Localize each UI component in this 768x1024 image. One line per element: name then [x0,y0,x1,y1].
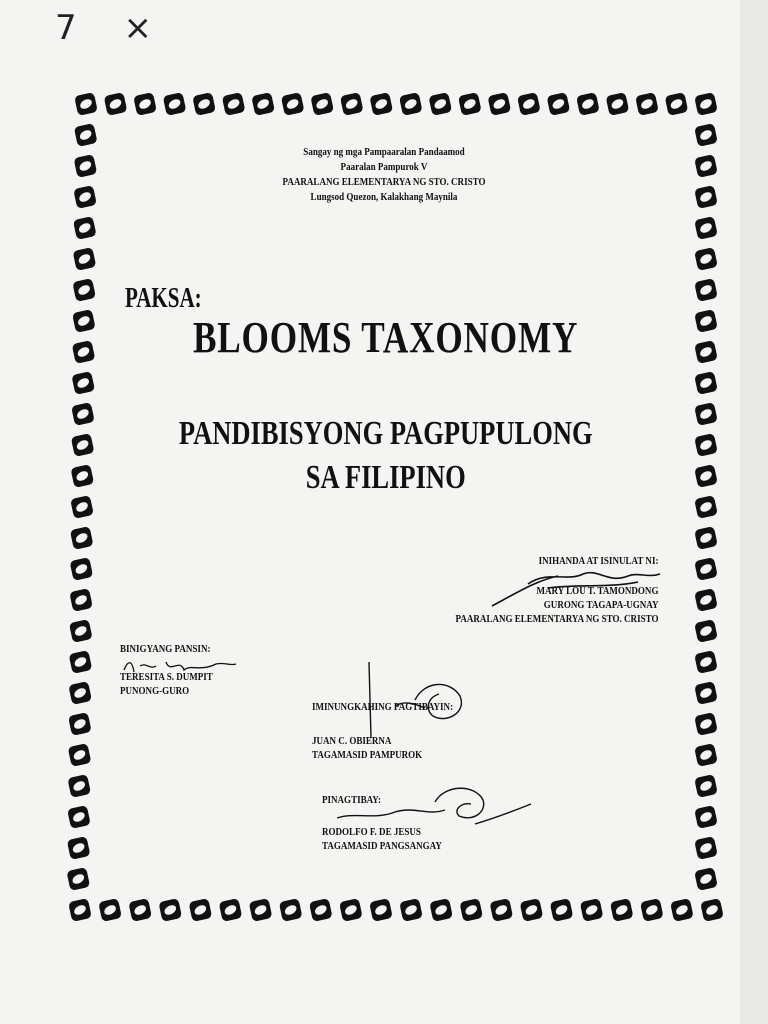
border-motif [547,92,571,116]
border-motif [694,588,718,612]
border-motif [67,805,91,829]
border-motif [694,216,718,240]
border-motif [694,867,718,891]
prepared-name: MARY LOU T. TAMONDONG [536,585,658,597]
header-line-district: Paaralan Pampurok V [340,161,428,173]
signature-recommended [355,660,475,740]
header-line-city: Lungsod Quezon, Kalakhang Maynila [310,191,458,203]
border-motif [550,898,574,922]
header-line-division: Sangay ng mga Pampaaralan Pandaamod [303,146,465,158]
border-motif [163,92,187,116]
border-motif [189,898,213,922]
border-motif [665,92,689,116]
border-motif [580,898,604,922]
border-motif [489,898,513,922]
border-motif [694,278,718,302]
border-motif [458,92,482,116]
prepared-label: INIHANDA AT ISINULAT NI: [538,555,658,567]
border-motif [694,526,718,550]
paksa-label: PAKSA: [125,283,202,314]
border-motif [71,371,95,395]
border-motif [310,92,334,116]
border-motif [429,898,453,922]
prepared-position: GURONG TAGAPA-UGNAY [543,599,658,611]
border-motif [694,836,718,860]
border-motif [133,92,157,116]
border-motif [69,588,93,612]
recommended-name: JUAN C. OBIERNA [312,735,392,747]
border-motif [694,650,718,674]
border-motif [694,557,718,581]
border-motif [309,898,333,922]
handwritten-corner-note: 7 × [55,8,170,48]
border-motif [700,898,724,922]
border-motif [340,92,364,116]
border-motif [219,898,243,922]
border-motif [73,216,97,240]
border-motif [68,743,92,767]
border-motif [74,123,98,147]
border-motif [222,92,246,116]
border-motif [279,898,303,922]
border-motif [68,681,92,705]
border-motif [694,495,718,519]
border-motif [339,898,363,922]
recommended-position: TAGAMASID PAMPUROK [312,749,423,761]
border-motif [399,92,423,116]
border-motif [68,712,92,736]
border-motif [399,898,423,922]
approved-position: TAGAMASID PANGSANGAY [322,840,442,852]
border-motif [694,340,718,364]
signature-noted [120,652,240,680]
border-motif [694,433,718,457]
document-subtitle [86,412,685,500]
border-motif [517,92,541,116]
border-motif [694,774,718,798]
border-motif [694,712,718,736]
border-motif [74,92,98,116]
border-motif [610,898,634,922]
border-motif [98,898,122,922]
border-motif [67,836,91,860]
border-motif [606,92,630,116]
noted-position: PUNONG-GURO [120,685,190,697]
border-motif [459,898,483,922]
signature-approved [335,782,535,834]
border-motif [694,681,718,705]
border-motif [694,309,718,333]
recommended-label: IMINUNGKAHING PAGTIBAYIN: [312,701,454,713]
border-motif [635,92,659,116]
border-motif [68,898,92,922]
prepared-school: PAARALANG ELEMENTARYA NG STO. CRISTO [455,613,658,625]
border-motif [694,371,718,395]
border-motif [694,402,718,426]
border-motif [249,898,273,922]
approved-label: PINAGTIBAY: [322,794,381,806]
border-motif [251,92,275,116]
border-motif [694,92,718,116]
border-motif [694,805,718,829]
approved-name: RODOLFO F. DE JESUS [322,826,421,838]
border-motif [369,898,393,922]
border-motif [428,92,452,116]
signature-prepared [488,562,668,612]
subtitle-line-2: SA FILIPINO [305,459,466,496]
border-motif [487,92,511,116]
border-motif [70,526,94,550]
school-header [69,145,699,205]
border-motif [694,123,718,147]
border-motif [69,619,93,643]
border-motif [281,92,305,116]
document-title: BLOOMS TAXONOMY [192,313,579,362]
border-motif [104,92,128,116]
border-motif [694,464,718,488]
border-motif [70,557,94,581]
border-motif [128,898,152,922]
border-motif [69,650,93,674]
border-motif [369,92,393,116]
border-motif [67,774,91,798]
border-motif [72,278,96,302]
border-motif [694,247,718,271]
border-motif [640,898,664,922]
border-motif [576,92,600,116]
border-motif [694,619,718,643]
border-motif [670,898,694,922]
noted-label: BINIGYANG PANSIN: [120,643,211,655]
border-motif [73,247,97,271]
header-line-school: PAARALANG ELEMENTARYA NG STO. CRISTO [282,176,486,188]
border-motif [520,898,544,922]
border-motif [66,867,90,891]
border-motif [158,898,182,922]
subtitle-line-1: PANDIBISYONG PAGPUPULONG [178,415,593,452]
border-motif [694,743,718,767]
border-motif [192,92,216,116]
noted-name: TERESITA S. DUMPIT [120,671,213,683]
